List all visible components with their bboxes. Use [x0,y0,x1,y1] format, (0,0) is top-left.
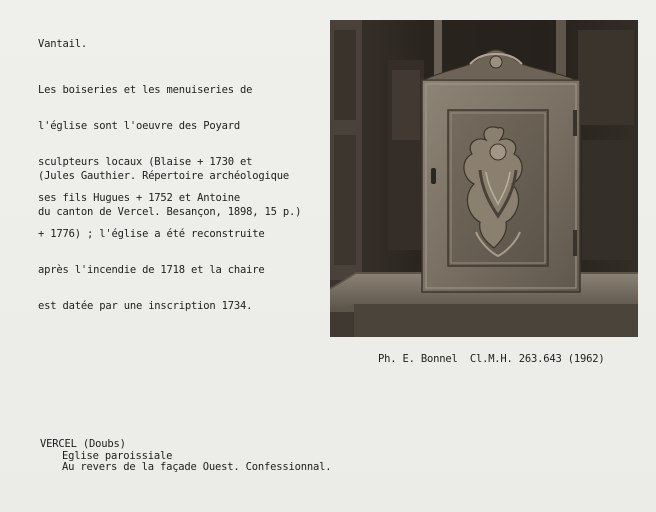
description-line: l'église sont l'oeuvre des Poyard [38,120,241,132]
description-line: sculpteurs locaux (Blaise + 1730 et [38,156,253,168]
location-building: Eglise paroissiale [62,450,173,462]
photo-credit: Ph. E. Bonnel Cl.M.H. 263.643 (1962) [378,353,605,365]
reference-line: du canton de Vercel. Besançon, 1898, 15 p.) [38,206,302,218]
description-line: est datée par une inscription 1734. [38,300,253,312]
description-line: Les boiseries et les menuiseries de [38,84,253,96]
description-line: après l'incendie de 1718 et la chaire [38,264,265,276]
description-line: + 1776) ; l'église a été reconstruite [38,228,265,240]
location-detail: Au revers de la façade Ouest. Confessionnal. [62,461,332,473]
reference-paragraph [38,146,301,242]
description-line: ses fils Hugues + 1752 et Antoine [38,192,241,204]
confessional-door-photo [330,20,638,337]
card-heading: Vantail. [38,38,87,50]
location-town: VERCEL (Doubs) [40,438,126,450]
reference-line: (Jules Gauthier. Répertoire archéologique [38,170,289,182]
